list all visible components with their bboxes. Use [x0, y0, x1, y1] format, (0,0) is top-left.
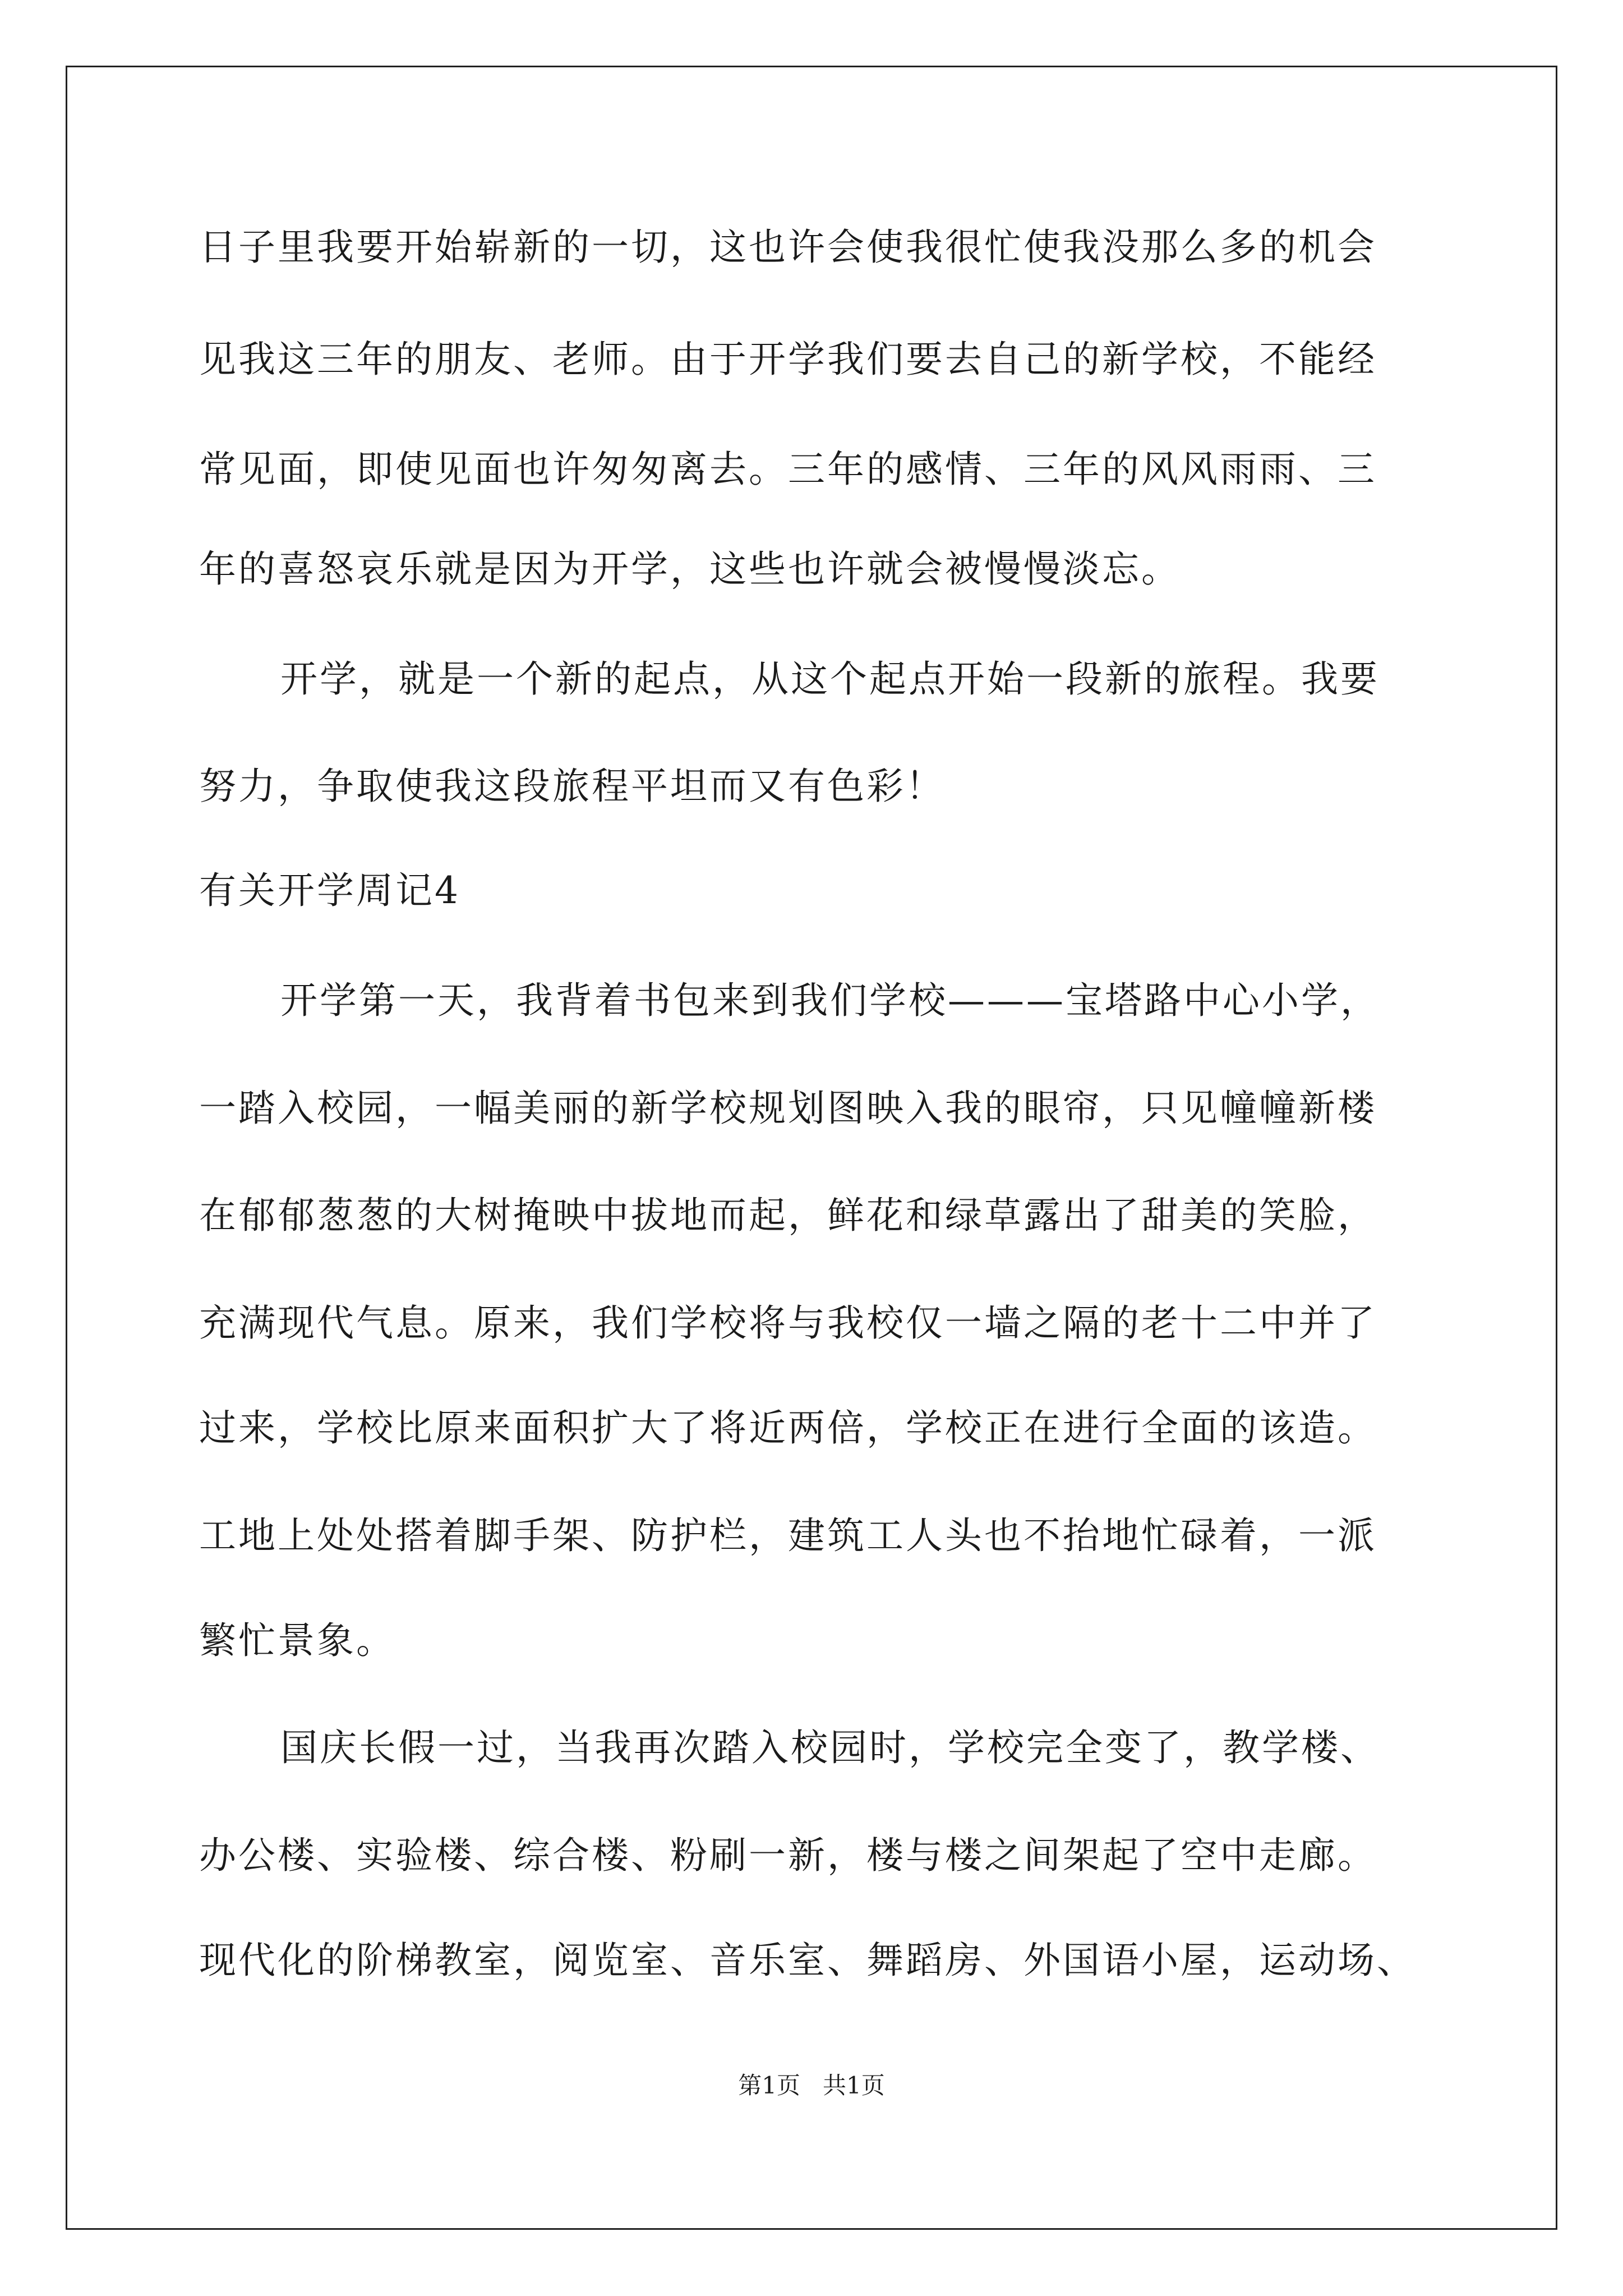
text-line: 在郁郁葱葱的大树掩映中拔地而起，鲜花和绿草露出了甜美的笑脸， [199, 1194, 1377, 1237]
page-border [66, 66, 1557, 2230]
text-line: 年的喜怒哀乐就是因为开学，这些也许就会被慢慢淡忘。 [199, 547, 1181, 591]
text-line: 日子里我要开始崭新的一切，这也许会使我很忙使我没那么多的机会 [199, 226, 1377, 269]
text-line: 繁忙景象。 [199, 1619, 395, 1662]
text-line: 努力，争取使我这段旅程平坦而又有色彩！ [199, 765, 945, 808]
text-line: 过来，学校比原来面积扩大了将近两倍，学校正在进行全面的该造。 [199, 1406, 1377, 1450]
text-line: 常见面，即使见面也许匆匆离去。三年的感情、三年的风风雨雨、三 [199, 448, 1377, 491]
text-line: 开学第一天，我背着书包来到我们学校———宝塔路中心小学， [280, 979, 1380, 1022]
text-line: 开学，就是一个新的起点，从这个起点开始一段新的旅程。我要 [280, 657, 1380, 701]
text-line: 现代化的阶梯教室，阅览室、音乐室、舞蹈房、外国语小屋，运动场、 [199, 1939, 1416, 1982]
text-line: 一踏入校园，一幅美丽的新学校规划图映入我的眼帘，只见幢幢新楼 [199, 1087, 1377, 1130]
text-line: 见我这三年的朋友、老师。由于开学我们要去自己的新学校，不能经 [199, 338, 1377, 381]
text-line: 工地上处处搭着脚手架、防护栏，建筑工人头也不抬地忙碌着，一派 [199, 1514, 1377, 1557]
section-heading: 有关开学周记4 [199, 869, 460, 912]
text-line: 充满现代气息。原来，我们学校将与我校仅一墙之隔的老十二中并了 [199, 1301, 1377, 1345]
text-line: 国庆长假一过，当我再次踏入校园时，学校完全变了，教学楼、 [280, 1726, 1380, 1769]
text-line: 办公楼、实验楼、综合楼、粉刷一新，楼与楼之间架起了空中走廊。 [199, 1834, 1377, 1877]
page-footer: 第1页 共1页 [738, 2072, 885, 2099]
